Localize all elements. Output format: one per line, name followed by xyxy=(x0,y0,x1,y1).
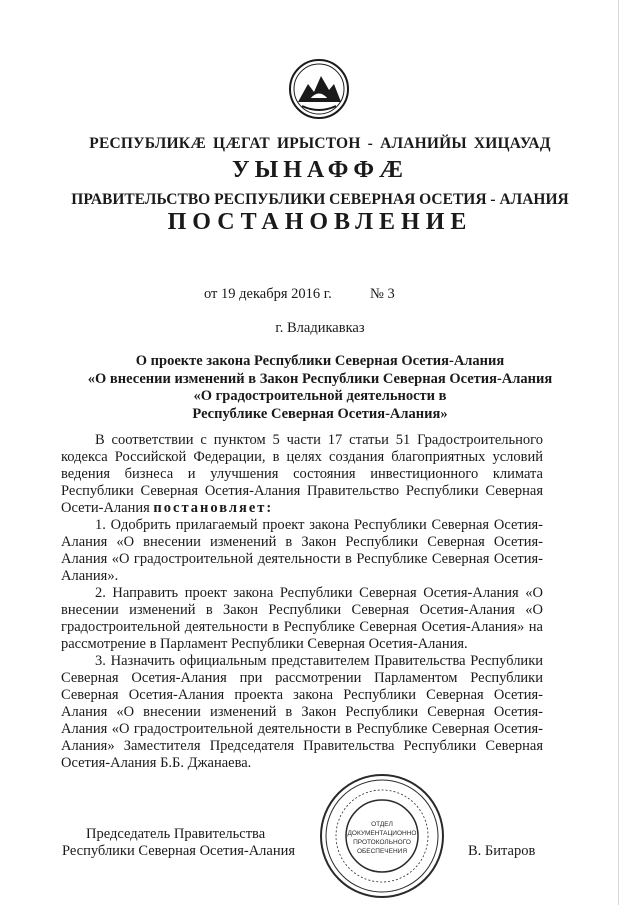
decree-word: постановляет: xyxy=(153,500,274,516)
signature-block xyxy=(62,826,295,860)
item-2-paragraph: 2. Направить проект закона Республики Северная Осетия-Алания «О внесении изменений в Закон Республики Северная Осетия-Алания «О градостроительной деятельности в Республике Северная Осетия-Алания» на рассмотрение в Парламент Республики Северная Осетия-Алания. xyxy=(61,585,543,652)
item-3-paragraph: 3. Назначить официальным представителем Правительства Республики Северная Осетия-Алания при рассмотрении Парламентом Республики Северная Осетия-Алания проекта закона Республики Северная Осетия-Алания «О внесении изменений в Закон Республики Северная Осетия-Алания «О градостроительной деятельности в Республике Северная Осетия-Алания» Заместителя Председателя Правительства Республики Северная Осетия-Алания Б.Б. Джанаева. xyxy=(61,653,543,771)
title-line: «О градостроительной деятельности в xyxy=(193,388,447,404)
header-decree-ossetian: УЫНАФФÆ xyxy=(232,157,408,183)
document-title xyxy=(60,353,580,423)
official-stamp xyxy=(318,772,446,900)
header-decree-russian: ПОСТАНОВЛЕНИЕ xyxy=(167,209,473,235)
stamp-text-2: ДОКУМЕНТАЦИОННО xyxy=(347,830,417,837)
stamp-text-1: ОТДЕЛ xyxy=(371,821,393,828)
signature-title-line: Республики Северная Осетия-Алания xyxy=(62,843,296,859)
title-line: О проекте закона Республики Северная Осетия-Алания xyxy=(135,353,505,369)
coat-of-arms-emblem xyxy=(288,58,350,120)
preamble-text: В соответствии с пунктом 5 части 17 статьи 51 Градостроительного кодекса Российской Федерации, в целях создания благоприятных условий ведения бизнеса и улучшения состояния инвестиционного климата Республики Северная Осетия-Алания Правительство Республики Северная Осети-Алания xyxy=(61,432,543,516)
signature-title-line: Председатель Правительства xyxy=(86,826,266,842)
signature-name: В. Битаров xyxy=(468,843,536,859)
stamp-text-3: ПРОТОКОЛЬНОГО xyxy=(353,839,411,846)
document-city: г. Владикавказ xyxy=(275,320,365,336)
preamble-paragraph xyxy=(61,432,543,517)
header-government-russian: ПРАВИТЕЛЬСТВО РЕСПУБЛИКИ СЕВЕРНАЯ ОСЕТИЯ - АЛАНИЯ xyxy=(71,191,569,208)
document-date: от 19 декабря 2016 г. xyxy=(204,286,332,302)
title-line: Республике Северная Осетия-Алания» xyxy=(192,405,448,422)
document-body xyxy=(61,432,543,772)
header-republic-ossetian: РЕСПУБЛИКÆ ЦÆГАТ ИРЫСТОН - АЛАНИЙЫ ХИЦАУАД xyxy=(89,135,551,152)
item-1-paragraph: 1. Одобрить прилагаемый проект закона Республики Северная Осетия-Алания «О внесении изменений в Закон Республики Северная Осетия-Алания «О градостроительной деятельности в Республике Северная Осетия-Алания». xyxy=(61,517,543,584)
document-number: № 3 xyxy=(370,286,395,302)
stamp-text-4: ОБЕСПЕЧЕНИЯ xyxy=(356,848,408,855)
title-line: «О внесении изменений в Закон Республики Северная Осетия-Алания xyxy=(87,370,553,387)
